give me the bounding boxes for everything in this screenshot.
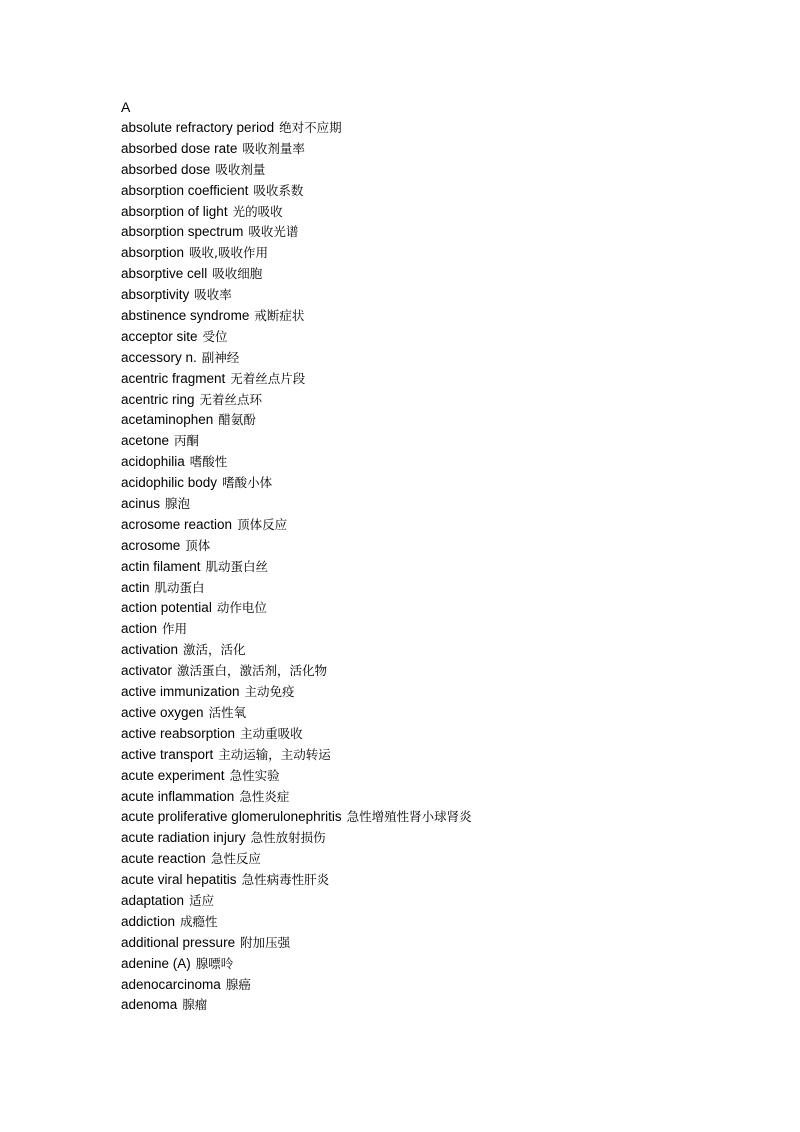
entry-term: acinus <box>121 496 161 512</box>
glossary-entry <box>121 703 781 724</box>
entry-term: absorbed dose <box>121 161 211 177</box>
entry-term: acrosome reaction <box>121 516 233 532</box>
entry-definition: 腺泡 <box>165 496 191 512</box>
entry-term: additional pressure <box>121 934 236 950</box>
entry-term: acetone <box>121 433 170 449</box>
glossary-entry <box>121 181 781 202</box>
entry-term: acrosome <box>121 537 181 553</box>
entry-term: acentric fragment <box>121 370 226 386</box>
entry-term: absorption spectrum <box>121 224 244 240</box>
entry-term: acceptor site <box>121 328 198 344</box>
entry-definition: 附加压强 <box>240 934 291 950</box>
glossary-entry <box>121 243 781 264</box>
entry-term: acentric ring <box>121 391 195 407</box>
entry-term: action <box>121 621 158 637</box>
entry-term: abstinence syndrome <box>121 308 250 324</box>
entry-term: acute viral hepatitis <box>121 872 237 888</box>
entry-definition: 作用 <box>162 621 188 637</box>
glossary-entry <box>121 494 781 515</box>
glossary-entry <box>121 933 781 954</box>
glossary-entry <box>121 473 781 494</box>
entry-term: adenoma <box>121 997 178 1013</box>
glossary-entry <box>121 202 781 223</box>
glossary-entry <box>121 640 781 661</box>
glossary-entry <box>121 285 781 306</box>
glossary-entry <box>121 891 781 912</box>
entry-definition: 急性实验 <box>229 767 280 783</box>
glossary-entry <box>121 160 781 181</box>
entry-term: activation <box>121 642 179 658</box>
glossary-entry <box>121 515 781 536</box>
entry-definition: 吸收率 <box>194 287 232 303</box>
entry-definition: 醋氨酚 <box>218 412 256 428</box>
glossary-entry <box>121 557 781 578</box>
entry-definition: 适应 <box>189 892 215 908</box>
glossary-entry <box>121 578 781 599</box>
entry-term: acute radiation injury <box>121 830 246 846</box>
glossary-entry <box>121 807 781 828</box>
entry-definition: 顶体反应 <box>237 516 288 532</box>
entry-definition: 副神经 <box>201 349 240 365</box>
entry-definition: 丙酮 <box>174 433 200 449</box>
glossary-entry <box>121 745 781 766</box>
glossary-entry <box>121 306 781 327</box>
entry-definition: 吸收细胞 <box>212 266 263 282</box>
glossary-entry <box>121 139 781 160</box>
glossary-entry <box>121 787 781 808</box>
entry-term: action potential <box>121 600 212 616</box>
glossary-entry <box>121 536 781 557</box>
entry-term: absorptive cell <box>121 266 208 282</box>
glossary-entry <box>121 766 781 787</box>
entry-term: acute proliferative glomerulonephritis <box>121 809 342 825</box>
glossary-entry <box>121 849 781 870</box>
entry-term: active transport <box>121 746 214 762</box>
glossary-entry <box>121 369 781 390</box>
entry-definition: 急性反应 <box>210 851 261 867</box>
entry-definition: 活性氧 <box>208 704 247 720</box>
entry-definition: 激活蛋白，激活剂，活化物 <box>177 663 328 679</box>
entry-definition: 顶体 <box>185 537 211 553</box>
entry-definition: 主动运输，主动转运 <box>218 746 331 762</box>
entry-definition: 急性炎症 <box>239 788 290 804</box>
glossary-entry <box>121 619 781 640</box>
glossary-entry <box>121 661 781 682</box>
glossary-entry <box>121 222 781 243</box>
glossary-entry <box>121 975 781 996</box>
entry-definition: 吸收系数 <box>253 182 304 198</box>
entry-definition: 成瘾性 <box>180 913 218 929</box>
entry-definition: 无着丝点片段 <box>230 370 306 386</box>
entry-definition: 吸收剂量 <box>215 161 266 177</box>
glossary-entry <box>121 452 781 473</box>
section-heading: A <box>121 99 131 115</box>
entry-definition: 嗜酸小体 <box>222 475 273 491</box>
glossary-entry <box>121 995 781 1016</box>
entry-definition: 绝对不应期 <box>279 120 342 135</box>
glossary-entry <box>121 410 781 431</box>
entry-definition: 吸收,吸收作用 <box>189 245 269 261</box>
entry-definition: 主动重吸收 <box>240 725 303 741</box>
glossary-list <box>121 118 781 1016</box>
entry-term: active reabsorption <box>121 725 236 741</box>
entry-term: acidophilia <box>121 454 185 470</box>
entry-definition: 腺瘤 <box>182 997 208 1013</box>
glossary-entry <box>121 870 781 891</box>
entry-term: adenine (A) <box>121 955 191 971</box>
entry-term: absorption coefficient <box>121 182 249 198</box>
glossary-entry <box>121 264 781 285</box>
glossary-entry <box>121 390 781 411</box>
entry-term: absorption of light <box>121 203 228 219</box>
entry-definition: 急性增殖性肾小球肾炎 <box>346 809 472 825</box>
glossary-entry <box>121 598 781 619</box>
entry-definition: 吸收剂量率 <box>242 140 305 156</box>
glossary-entry <box>121 327 781 348</box>
entry-term: absorptivity <box>121 287 190 303</box>
entry-definition: 受位 <box>202 328 228 344</box>
glossary-content <box>121 97 781 1016</box>
entry-definition: 急性病毒性肝炎 <box>241 872 330 888</box>
entry-term: acidophilic body <box>121 475 218 491</box>
entry-term: adaptation <box>121 892 185 908</box>
entry-definition: 动作电位 <box>216 600 267 616</box>
entry-term: absolute refractory period <box>121 120 275 135</box>
entry-definition: 腺癌 <box>225 976 251 992</box>
entry-definition: 激活，活化 <box>183 642 246 658</box>
glossary-entry <box>121 348 781 369</box>
glossary-entry <box>121 682 781 703</box>
entry-term: adenocarcinoma <box>121 976 221 992</box>
entry-term: actin filament <box>121 558 201 574</box>
entry-term: addiction <box>121 913 176 929</box>
glossary-entry <box>121 912 781 933</box>
entry-definition: 肌动蛋白丝 <box>205 558 269 574</box>
entry-term: actin <box>121 579 150 595</box>
entry-definition: 光的吸收 <box>232 203 283 219</box>
entry-definition: 腺嘌呤 <box>195 955 234 971</box>
entry-term: acute inflammation <box>121 788 235 804</box>
entry-definition: 主动免疫 <box>244 684 295 700</box>
glossary-entry <box>121 954 781 975</box>
entry-term: acetaminophen <box>121 412 214 428</box>
entry-term: acute reaction <box>121 851 206 867</box>
entry-definition: 戒断症状 <box>254 308 305 324</box>
entry-term: absorption <box>121 245 185 261</box>
entry-term: absorbed dose rate <box>121 140 238 156</box>
entry-definition: 嗜酸性 <box>189 454 228 470</box>
entry-definition: 肌动蛋白 <box>154 579 205 595</box>
entry-term: active immunization <box>121 684 240 700</box>
glossary-entry <box>121 828 781 849</box>
entry-term: accessory n. <box>121 349 197 365</box>
entry-definition: 吸收光谱 <box>248 224 299 240</box>
entry-definition: 无着丝点环 <box>199 391 263 407</box>
entry-term: active oxygen <box>121 704 204 720</box>
glossary-entry <box>121 431 781 452</box>
entry-term: activator <box>121 663 173 679</box>
glossary-entry <box>121 118 781 139</box>
entry-definition: 急性放射损伤 <box>250 830 326 846</box>
entry-term: acute experiment <box>121 767 225 783</box>
glossary-entry <box>121 724 781 745</box>
